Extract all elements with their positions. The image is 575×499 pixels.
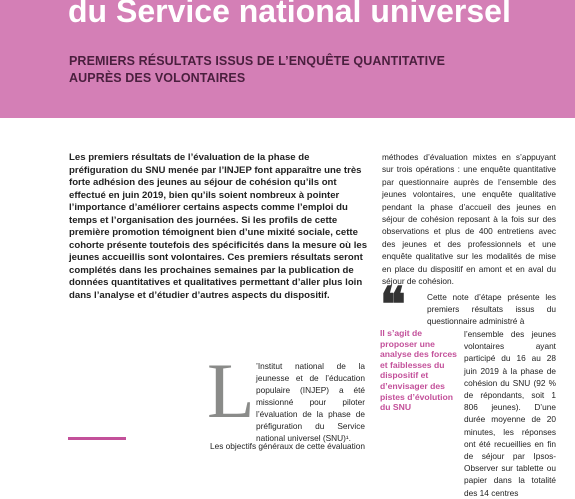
page-title: du Service national universel — [68, 0, 511, 29]
quote-mark-icon: ❝ — [380, 279, 406, 332]
body-paragraph-continued: Les objectifs généraux de cette évaluation — [210, 441, 365, 451]
body-paragraph: ’Institut national de la jeunesse et de l’éducation populaire (INJEP) a été missionné pour piloter l’évaluation de la phase de préfiguration du Service national universel (SNU)¹. — [256, 361, 365, 443]
right-column-text-3: l’ensemble des jeunes volontaires ayant participé du 16 au 28 juin 2019 à la phase de cohésion du SNU (92 % de répondants, soit 1 806 jeunes). D’une durée moyenne de 20 minutes, les réponses ont été recueillies en fin de séjour par Ipsos-Observer sur tablette ou papier dans la totalité des 14 centres — [464, 329, 556, 498]
right-column-text-2: Cette note d’étape présente les premiers résultats issus du questionnaire administré à — [427, 292, 556, 327]
drop-cap: L — [207, 347, 255, 434]
accent-rule — [68, 437, 126, 440]
page-subtitle: PREMIERS RÉSULTATS ISSUS DE L’ENQUÊTE QUANTITATIVE AUPRÈS DES VOLONTAIRES — [69, 54, 446, 85]
right-column-text: méthodes d’évaluation mixtes en s’appuyant sur trois opérations : une enquête quantitative par questionnaire auprès de l’ensemble des jeunes volontaires, une enquête qualitative pendant la phase d’accueil des jeunes en séjour de cohésion reposant à la fois sur des observations et plus de 400 entretiens avec des jeunes et des professionnels et une enquête qualitative sur les modalités de mise en place du dispositif en amont et en aval du séjour de cohésion. — [382, 152, 556, 287]
intro-paragraph: Les premiers résultats de l’évaluation de la phase de préfiguration du SNU menée par l’INJEP font apparaître une très forte adhésion des jeunes au séjour de cohésion qu’ils ont effectué en juin 2019, bien qu’ils soient nombreux à pointer l’importance d’améliorer certains aspects comme l’emploi du temps et l’organisation des journées. Si les profils de cette première promotion témoignent bien d’une mixité sociale, cette cohorte présente toutefois des spécificités dans la mesure où les jeunes accueillis sont volontaires. Ces premiers résultats seront complétés dans les prochaines semaines par la publication de données quantitatives et qualitatives permettant d’aller plus loin dans l’analyse et d’étudier d’autres aspects du dispositif. — [69, 152, 368, 301]
header-banner — [0, 0, 575, 118]
pull-quote: Il s’agit de proposer une analyse des forces et faiblesses du dispositif et d’envisager des pistes d’évolution du SNU — [380, 328, 457, 413]
